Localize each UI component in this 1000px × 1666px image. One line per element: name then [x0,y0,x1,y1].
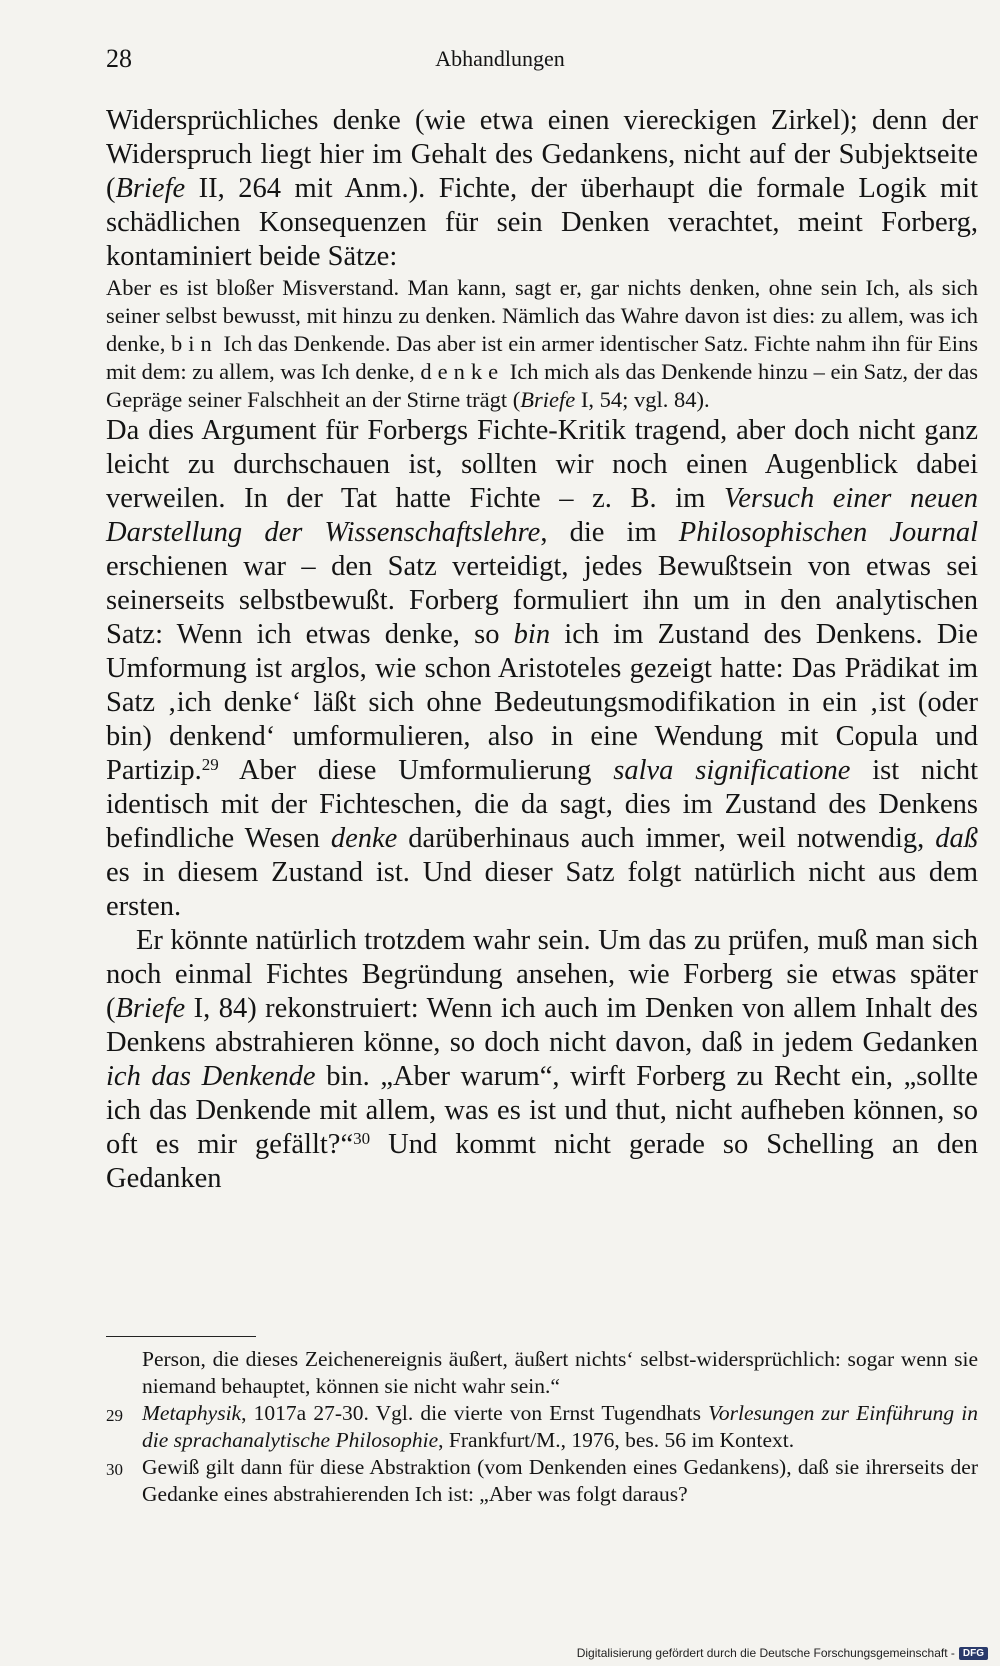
text-run: Aber diese Umformulierung [218,755,614,786]
digitization-text: Digitalisierung gefördert durch die Deutsche Forschungsgemeinschaft - [576,1646,955,1660]
text-run: darüberhinaus auch immer, weil notwendig, [397,823,936,854]
text-run: es in diesem Zustand ist. Und dieser Satz folgt natürlich nicht aus dem ersten. [106,857,978,922]
footnote-continuation: Person, die dieses Zeichenereignis äußert, äußert nichts‘ selbst-widersprüchlich: sogar wenn sie niemand behauptet, können sie nicht wahr sein.“ [142,1347,978,1398]
text-run: ist nicht identisch mit der Fichteschen, die da sagt, dies im Zustand des Denkens befindliche Wesen [106,755,978,854]
footnote-29 [106,1400,978,1454]
text-run: , die im [540,517,679,548]
footnote-number: 30 [106,1460,123,1479]
text-run: Widersprüchliches denke (wie etwa einen viereckigen Zirkel); denn der Widerspruch liegt hier im Gehalt des Gedankens, nicht auf der Subjektseite ( [106,105,978,204]
text-run: erschienen war – den Satz verteidigt, jedes Bewußtsein von etwas sei seinerseits selbstbewußt. Forberg formuliert ihn um in den analytischen Satz: Wenn ich etwas denke, so [106,551,978,650]
text-run: , 1017a 27-30. Vgl. die vierte von Ernst Tugendhats [241,1401,709,1425]
block-quote [106,274,978,414]
running-head: Abhandlungen [435,46,565,71]
text-run: Gewiß gilt dann für diese Abstraktion (vom Denkenden eines Gedankens), daß sie ihrerseits der Gedanke eines abstrahierenden Ich ist: „Aber was folgt daraus? [142,1455,978,1506]
spaced-emphasis: bin [171,331,218,356]
text-run: II, 264 mit Anm.). Fichte, der überhaupt die formale Logik mit schädlichen Konsequenzen für sein Denken verachtet, meint Forberg, kontaminiert beide Sätze: [106,173,978,272]
italic-title: Briefe [115,993,186,1024]
text-run: Und kommt nicht gerade so Schelling an den Gedanken [106,1129,978,1194]
spaced-emphasis: denke [420,359,505,384]
text-run: ich im Zustand des Denkens. Die Umformung ist arglos, wie schon Aristoteles gezeigt hatte: Das Prädikat im Satz ‚ich denke‘ läßt sich ohne Bedeutungsmodifikation in ein ‚ist (oder bin) denkend‘ umformulieren, also in eine Wendung mit Copula und Partizip. [106,619,978,786]
text-run: bin. „Aber warum“, wirft Forberg zu Recht ein, „sollte ich das Denkende mit allem, was es ist und thut, nicht aufheben können, so oft es mir gefällt?“ [106,1061,978,1160]
page-number: 28 [106,44,132,73]
paragraph-1 [106,104,978,274]
italic-emphasis: daß [935,823,978,854]
text-run: I, 54; vgl. 84). [575,387,710,412]
footnote-30 [106,1454,978,1508]
italic-title: Metaphysik [142,1401,242,1425]
italic-emphasis: salva significatione [613,755,851,786]
digitization-notice [577,1646,988,1660]
paragraph-2 [106,414,978,924]
dfg-logo: DFG [959,1647,988,1660]
italic-emphasis: ich das Denkende [106,1061,316,1092]
italic-emphasis: bin [513,619,551,650]
text-run: Er könnte natürlich trotzdem wahr sein. Um das zu prüfen, muß man sich noch einmal Fichtes Begründung ansehen, wie Forberg sie etwas später ( [106,925,978,1024]
text-run: Aber es ist bloßer Misverstand. Man kann, sagt er, gar nichts denken, ohne sein Ich, als sich seiner selbst bewusst, mit hinzu zu denken. Nämlich das Wahre davon ist dies: zu allem, was ich denke, [106,275,978,356]
italic-title: Briefe [520,387,576,412]
text-run: Da dies Argument für Forbergs Fichte-Kritik tragend, aber doch nicht ganz leicht zu durchschauen ist, sollten wir noch einen Augenblick dabei verweilen. In der Tat hatte Fichte – z. B. im [106,415,978,514]
text-run: Ich mich als das Denkende hinzu – ein Satz, der das Gepräge seiner Falschheit an der Stirne trägt ( [106,359,978,412]
text-run: I, 84) rekonstruiert: Wenn ich auch im Denken von allem Inhalt des Denkens abstrahieren könne, so doch nicht davon, daß in jedem Gedanken [106,993,978,1058]
footnotes [106,1346,978,1508]
italic-title: Briefe [115,173,186,204]
italic-title: Vorlesungen zur Einführung in die sprachanalytische Philosophie [142,1401,978,1452]
italic-title: Versuch einer neuen Darstellung der Wissenschaftslehre [106,483,979,548]
footnote-divider [106,1336,256,1337]
text-run: Ich das Denkende. Das aber ist ein armer identischer Satz. Fichte nahm ihn für Eins mit dem: zu allem, was Ich denke, [106,331,978,384]
text-run: , Frankfurt/M., 1976, bes. 56 im Kontext. [438,1428,795,1452]
main-text [106,104,978,1196]
italic-title: Philosophischen Journal [678,517,979,548]
footnote-ref[interactable]: 29 [201,755,219,774]
footnote-ref[interactable]: 30 [353,1129,371,1148]
footnote-number: 29 [106,1406,123,1425]
paragraph-3 [106,924,978,1196]
italic-emphasis: denke [330,823,398,854]
